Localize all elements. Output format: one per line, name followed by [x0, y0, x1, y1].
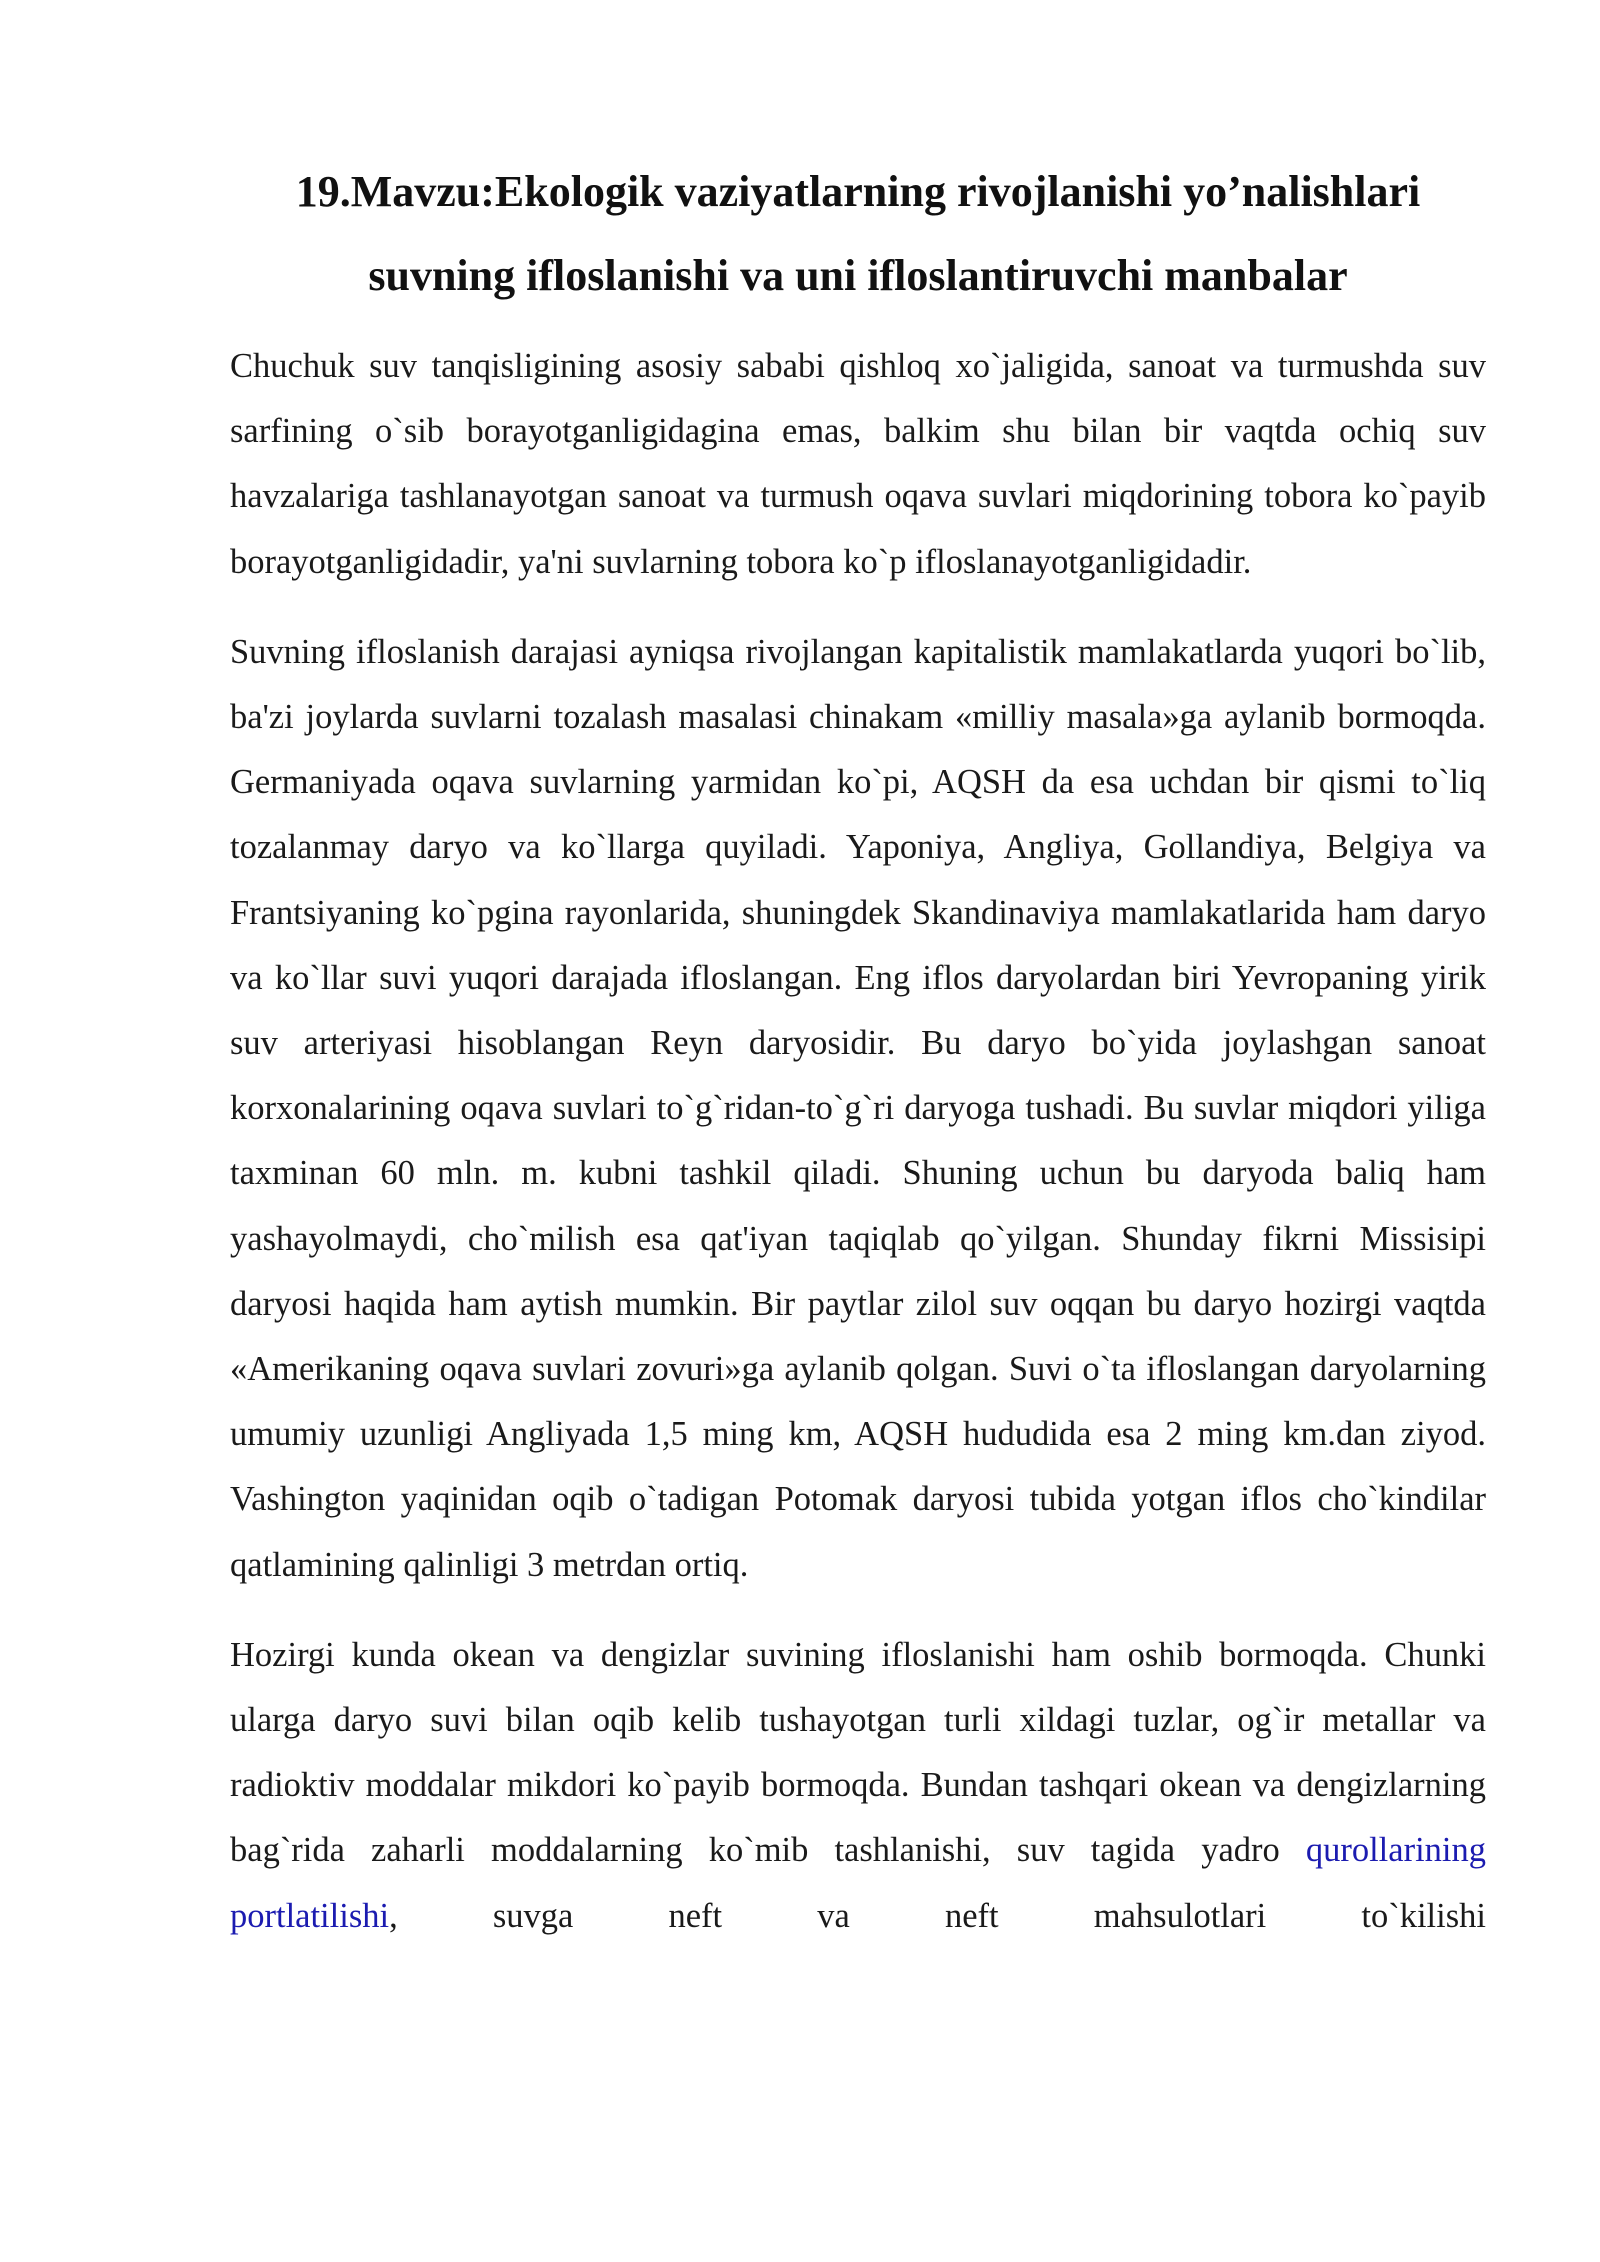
paragraph-2: Suvning ifloslanish darajasi ayniqsa rivojlangan kapitalistik mamlakatlarda yuqori bo`lib, ba'zi joylarda suvlarni tozalash masalasi chinakam «milliy masala»ga aylanib bormoqda. Germaniyada oqava suvlarning yarmidan ko`pi, AQSH da esa uchdan bir qismi to`liq tozalanmay daryo va ko`llarga quyiladi. Yaponiya, Angliya, Gollandiya, Belgiya va Frantsiyaning ko`pgina rayonlarida, shuningdek Skandinaviya mamlakatlarida ham daryo va ko`llar suvi yuqori darajada ifloslangan. Eng iflos daryolardan biri Yevropaning yirik suv arteriyasi hisoblangan Reyn daryosidir. Bu daryo bo`yida joylashgan sanoat korxonalarining oqava suvlari to`g`ridan-to`g`ri daryoga tushadi. Bu suvlar miqdori yiliga taxminan 60 mln. m. kubni tashkil qiladi. Shuning uchun bu daryoda baliq ham yashayolmaydi, cho`milish esa qat'iyan taqiqlab qo`yilgan. Shunday fikrni Missisipi daryosi haqida ham aytish mumkin. Bir paytlar zilol suv oqqan bu daryo hozirgi vaqtda «Amerikaning oqava suvlari zovuri»ga aylanib qolgan. Suvi o`ta ifloslangan daryolarning umumiy uzunligi Angliyada 1,5 ming km, AQSH hududida esa 2 ming km.dan ziyod. Vashington yaqinidan oqib o`tadigan Potomak daryosi tubida yotgan iflos cho`kindilar qatlamining qalinligi 3 metrdan ortiq. [230, 632, 1486, 1584]
title-line-2: suvning ifloslanishi va uni ifloslantiruvchi manbalar [368, 251, 1348, 300]
document-page [230, 150, 1486, 1949]
paragraph-1: Chuchuk suv tanqisligining asosiy sababi qishloq xo`jaligida, sanoat va turmushda suv sarfining o`sib borayotganligidagina emas, balkim shu bilan bir vaqtda ochiq suv havzalariga tashlanayotgan sanoat va turmush oqava suvlari miqdorining tobora ko`payib borayotganligidadir, ya'ni suvlarning tobora ko`p ifloslanayotganligidadir. [230, 347, 1486, 581]
paragraph-3-text-end: , suvga neft va neft mahsulotlari to`kilishi [389, 1896, 1486, 1935]
paragraph-3-text-start: Hozirgi kunda okean va dengizlar suvining ifloslanishi ham oshib bormoqda. Chunki ularga daryo suvi bilan oqib kelib tushayotgan turli xildagi tuzlar, og`ir metallar va radioktiv moddalar mikdori ko`payib bormoqda. Bundan tashqari okean va dengizlarning bag`rida zaharli moddalarning ko`mib tashlanishi, suv tagida yadro [230, 1635, 1486, 1870]
title-line-1: 19.Mavzu:Ekologik vaziyatlarning rivojlanishi yo’nalishlari [295, 167, 1421, 216]
page-title [230, 150, 1486, 318]
paragraph-3 [230, 1623, 1486, 1949]
weapons-detonation-link[interactable]: qurollarining portlatilishi [230, 1831, 1486, 1935]
